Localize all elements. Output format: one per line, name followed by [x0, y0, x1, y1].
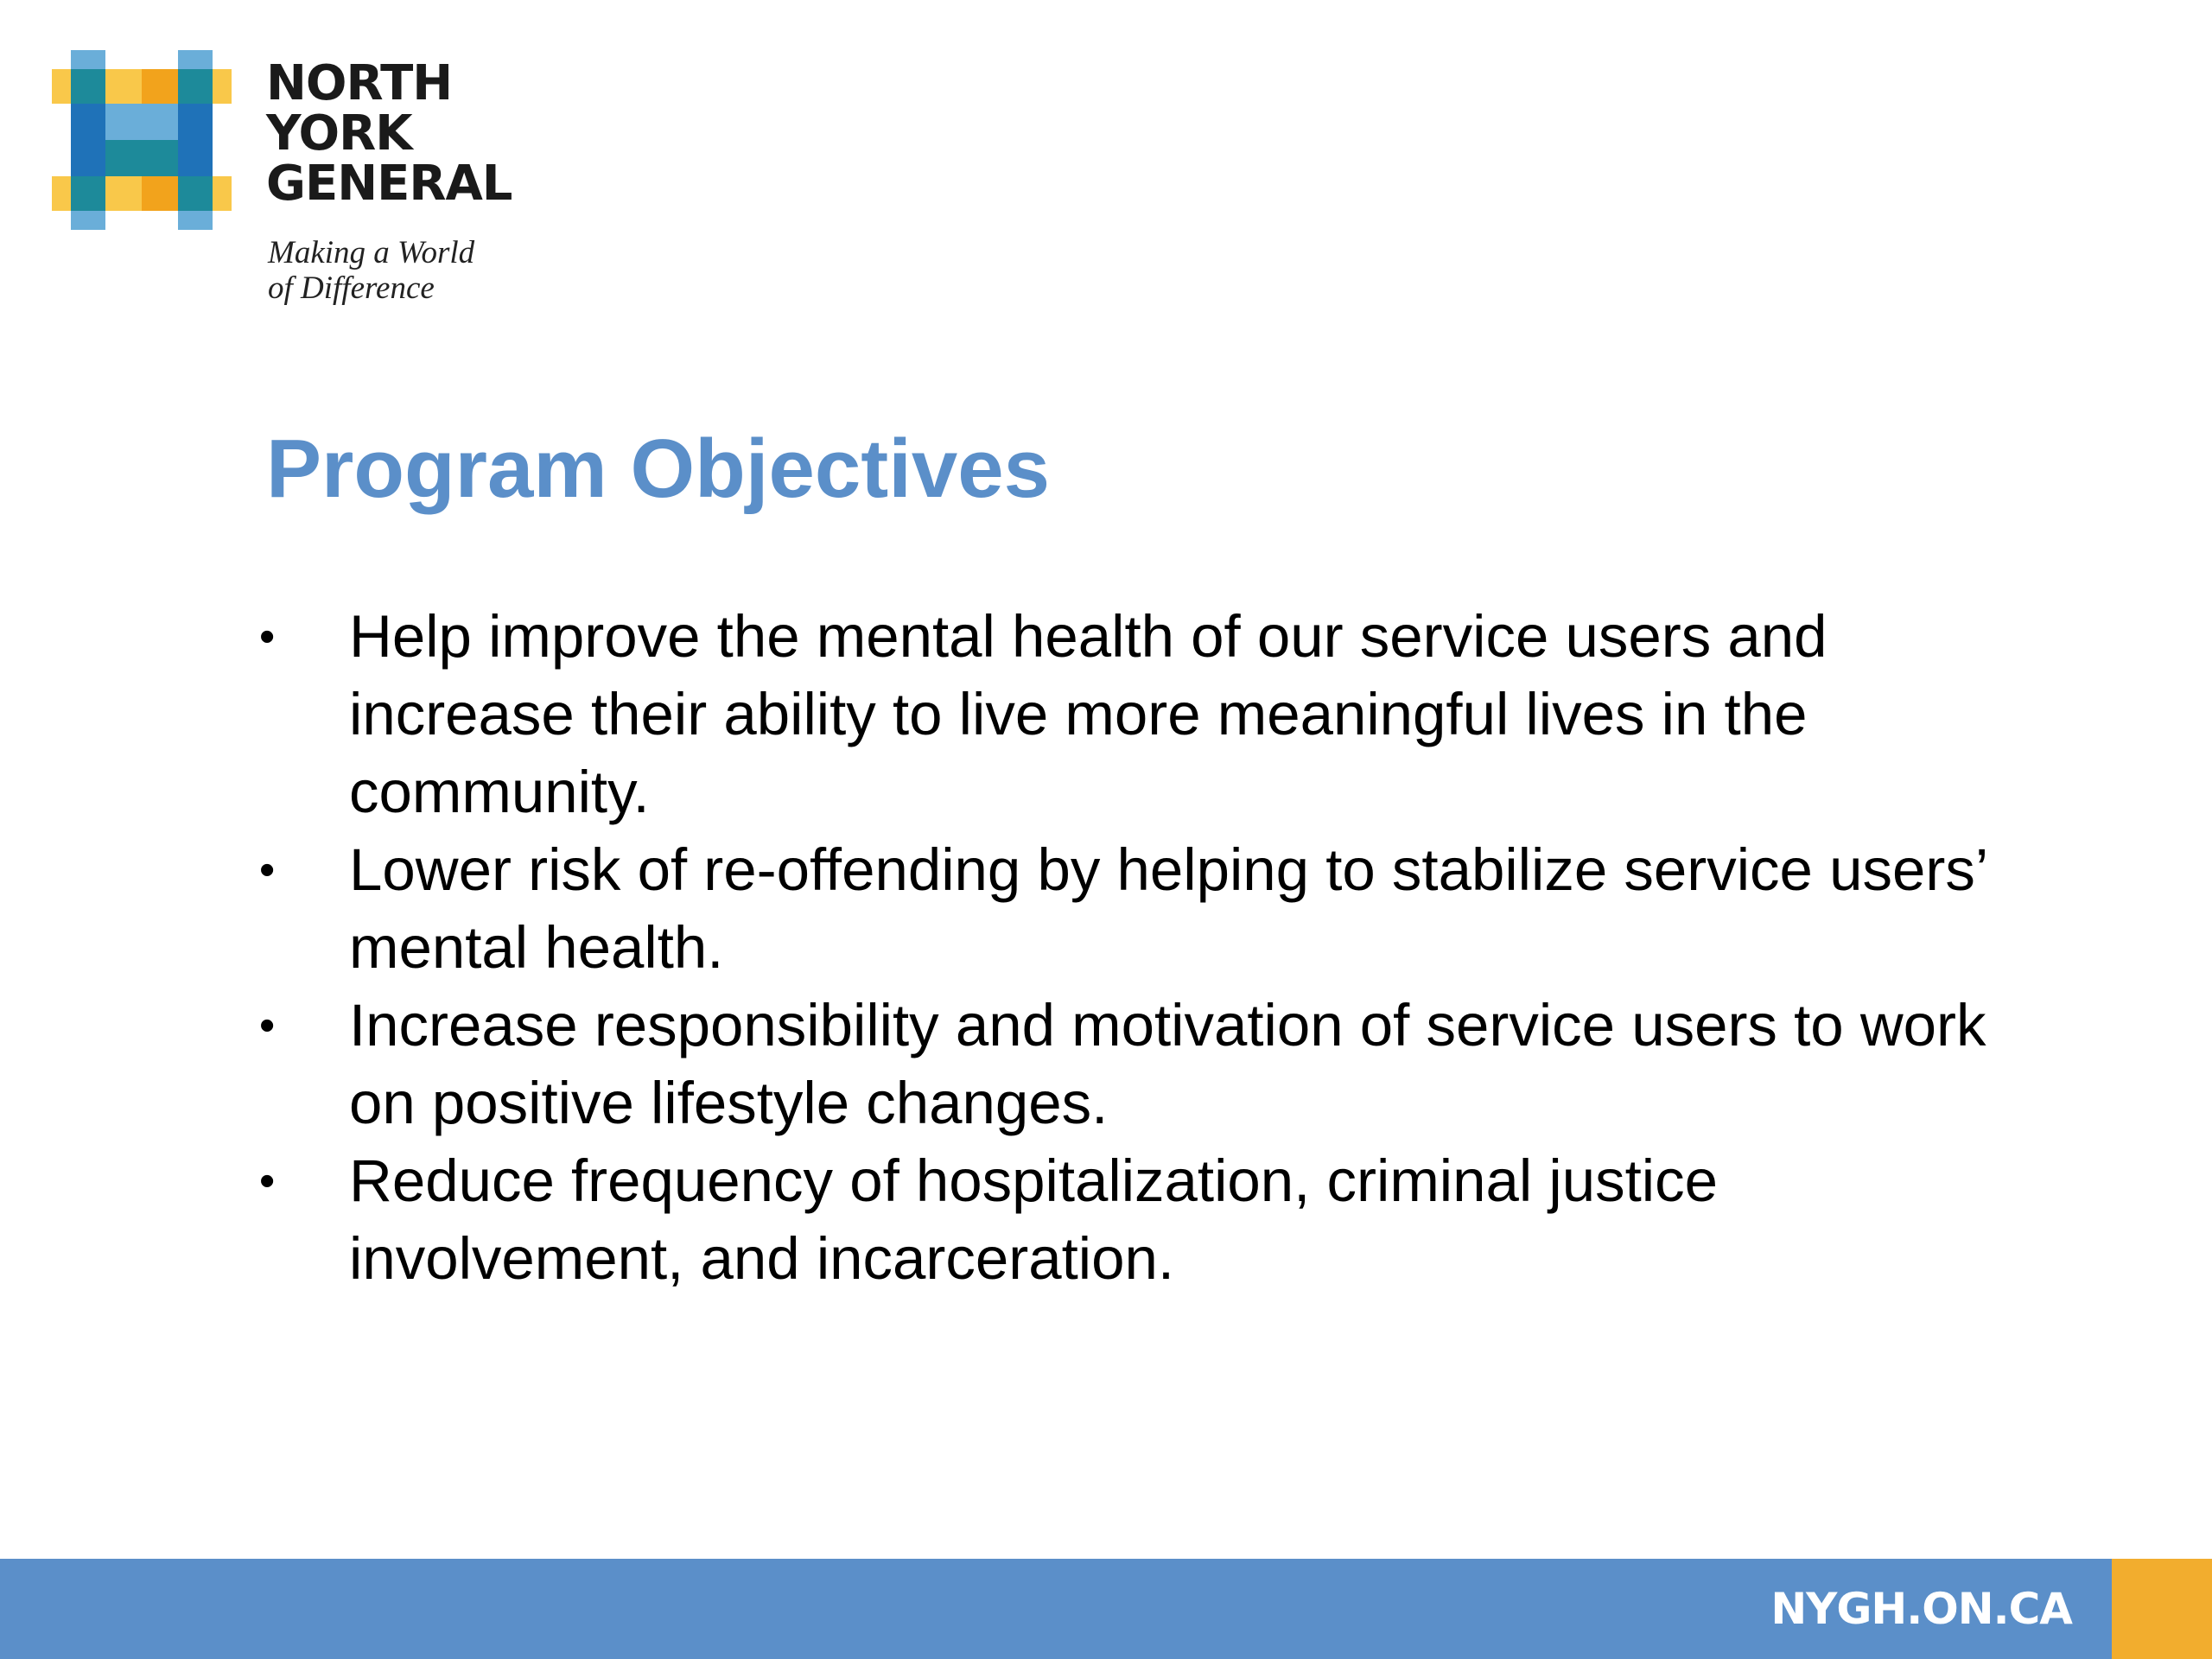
footer-website-url: NYGH.ON.CA — [1770, 1584, 2072, 1634]
objective-text: Help improve the mental health of our service users and increase their ability to live more meaningful lives in the community. — [349, 603, 1827, 825]
logo-tagline-line-2: of Difference — [268, 270, 435, 306]
footer-accent-block — [2112, 1559, 2212, 1659]
bullet-icon: • — [259, 1001, 276, 1051]
footer-bar — [0, 1559, 2212, 1659]
logo-word-line-3: GENERAL — [266, 156, 512, 212]
objective-text: Lower risk of re-offending by helping to stabilize service users’ mental health. — [349, 836, 1986, 981]
logo-tagline — [268, 235, 474, 306]
logo-word-line-2: YORK — [266, 105, 412, 162]
objectives-list — [259, 598, 2005, 1298]
bullet-icon: • — [259, 1156, 276, 1206]
logo-tagline-line-1: Making a World — [268, 235, 475, 270]
bullet-icon: • — [259, 845, 276, 895]
slide-title: Program Objectives — [266, 423, 1051, 515]
objective-text: Reduce frequency of hospitalization, criminal justice involvement, and incarceration. — [349, 1147, 1718, 1292]
logo-wordmark — [266, 55, 512, 212]
nygh-logo — [52, 50, 553, 318]
bullet-icon: • — [259, 612, 276, 662]
nygh-logo-grid-icon — [52, 50, 232, 230]
objective-item — [259, 831, 2005, 987]
logo-word-line-1: NORTH — [266, 55, 453, 111]
objective-item — [259, 598, 2005, 831]
objective-text: Increase responsibility and motivation of service users to work on positive lifestyle changes. — [349, 992, 1986, 1136]
objective-item — [259, 1142, 2005, 1298]
objective-item — [259, 987, 2005, 1142]
